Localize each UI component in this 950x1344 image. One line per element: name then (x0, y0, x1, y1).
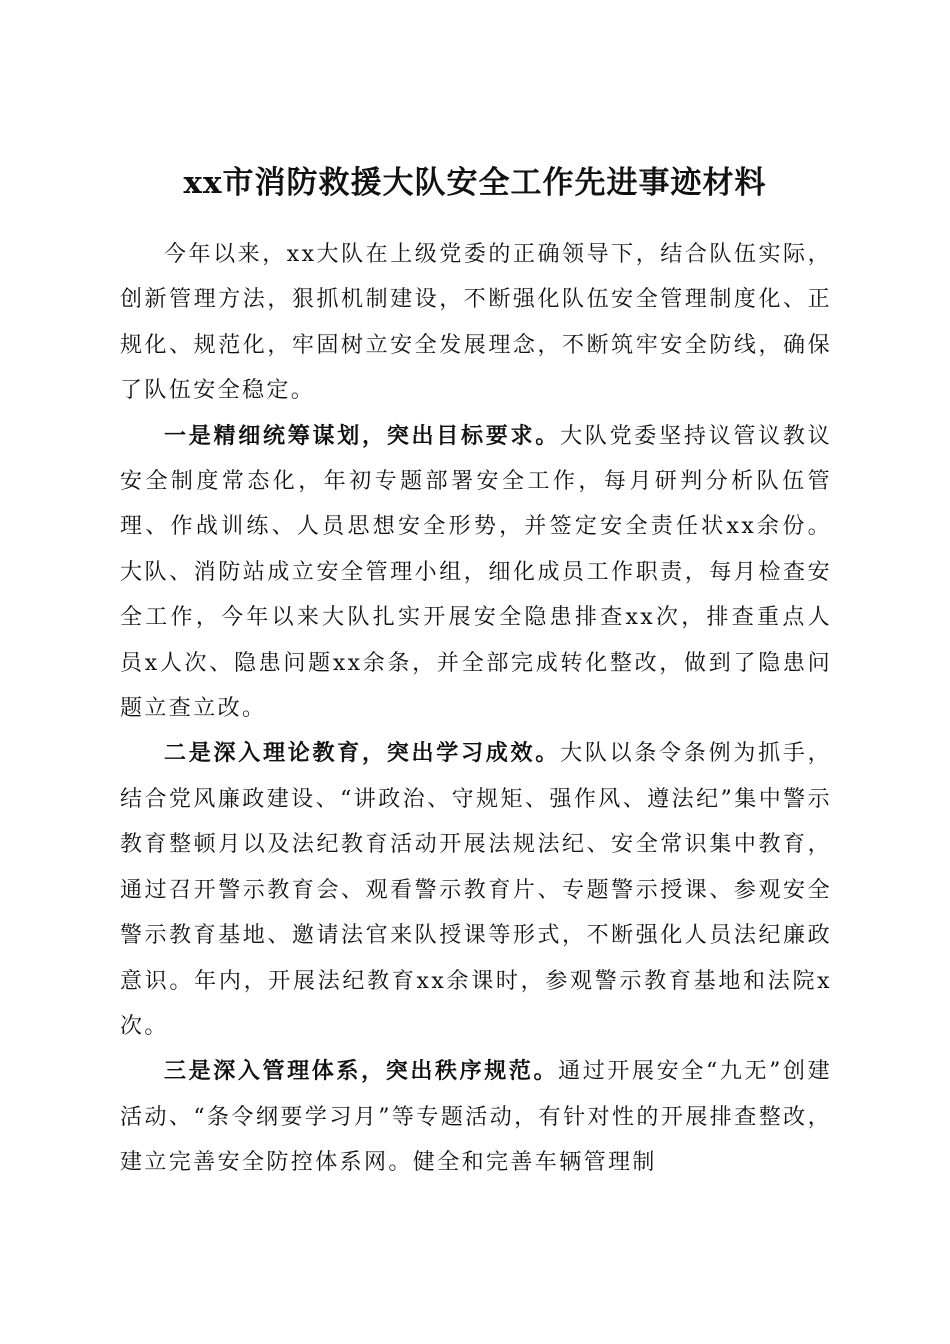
section-1-body: 大队党委坚持议管议教议安全制度常态化，年初专题部署安全工作，每月研判分析队伍管理、作战训练、人员思想安全形势，并签定安全责任状xx余份。大队、消防站成立安全管理小组，细化成员工作职责，每月检查安全工作，今年以来大队扎实开展安全隐患排查xx次，排查重点人员x人次、隐患问题xx余条，并全部完成转化整改，做到了隐患问题立查立改。 (120, 423, 832, 722)
section-paragraph-1 (120, 414, 832, 732)
document-body (120, 232, 832, 1186)
section-2-body: 大队以条令条例为抓手，结合党风廉政建设、“讲政治、守规矩、强作风、遵法纪”集中警示教育整顿月以及法纪教育活动开展法规法纪、安全常识集中教育，通过召开警示教育会、观看警示教育片、专题警示授课、参观安全警示教育基地、邀请法官来队授课等形式，不断强化人员法纪廉政意识。年内，开展法纪教育xx余课时，参观警示教育基地和法院x次。 (120, 741, 832, 1039)
section-2-lead: 二是深入理论教育，突出学习成效。 (164, 740, 561, 767)
section-1-lead: 一是精细统筹谋划，突出目标要求。 (164, 422, 561, 449)
section-3-body: 通过开展安全“九无”创建活动、“条令纲要学习月”等专题活动，有针对性的开展排查整改，建立完善安全防控体系网。健全和完善车辆管理制 (120, 1059, 833, 1176)
section-paragraph-2 (120, 731, 832, 1049)
intro-paragraph: 今年以来，xx大队在上级党委的正确领导下，结合队伍实际，创新管理方法，狠抓机制建设，不断强化队伍安全管理制度化、正规化、规范化，牢固树立安全发展理念，不断筑牢安全防线，确保了队伍安全稳定。 (120, 242, 832, 404)
section-3-lead: 三是深入管理体系，突出秩序规范。 (164, 1058, 559, 1085)
section-paragraph-3 (120, 1049, 832, 1185)
document-title: xx市消防救援大队安全工作先进事迹材料 (183, 164, 767, 201)
